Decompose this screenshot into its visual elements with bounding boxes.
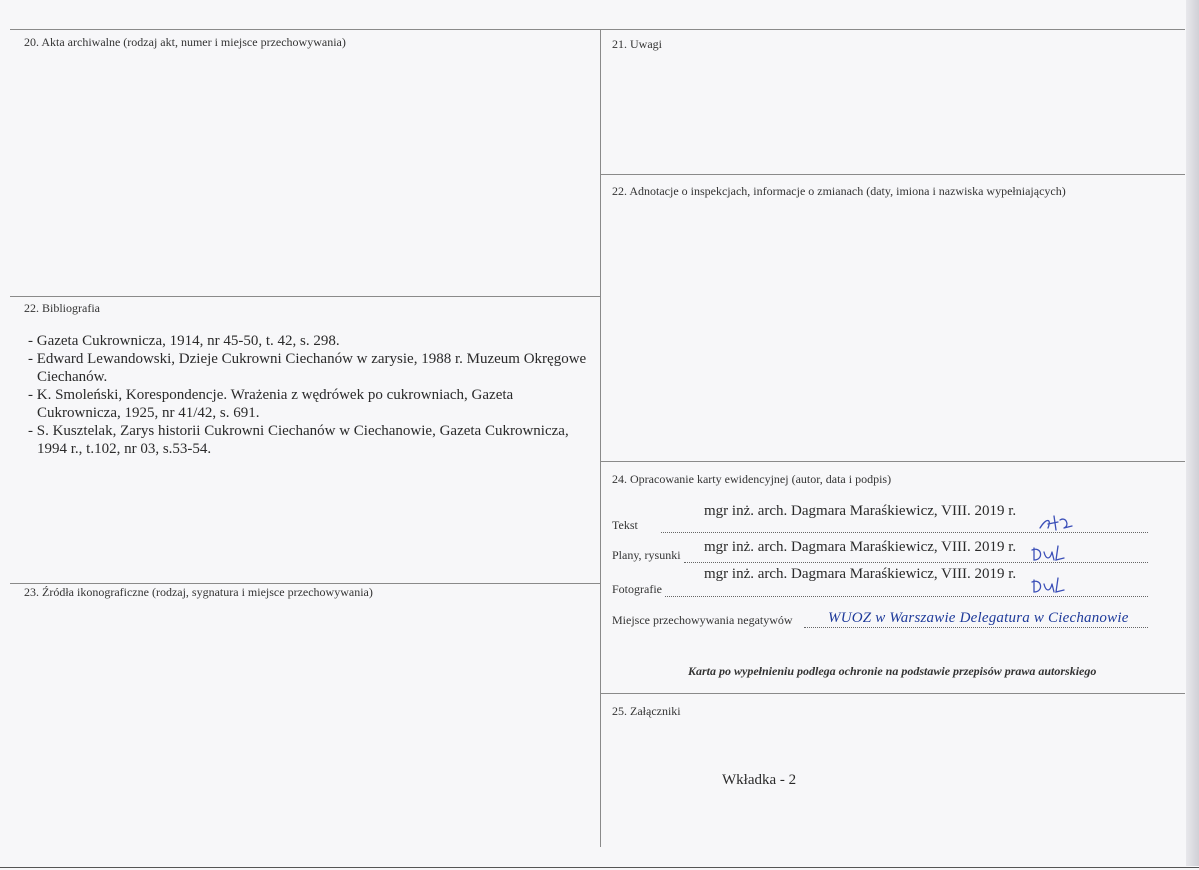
bibliography-item: - K. Smoleński, Korespondencje. Wrażenia z wędrówek po cukrowniach, Gazeta Cukrownicza, 1925, nr 41/42, s. 691. <box>28 387 514 421</box>
row-tekst-label: Tekst <box>612 518 638 532</box>
section-20-label: 20. Akta archiwalne (rodzaj akt, numer i miejsce przechowywania) <box>24 35 346 49</box>
divider-zalaczniki <box>600 693 1185 694</box>
signature-icon <box>1028 574 1068 596</box>
divider-zrodla <box>10 583 600 584</box>
section-24-label: 24. Opracowanie karty ewidencyjnej (autor, data i podpis) <box>612 472 892 486</box>
bibliography-list <box>28 332 588 458</box>
signature-icon <box>1036 512 1076 534</box>
dotted-line <box>665 586 1148 597</box>
negatives-value: WUOZ w Warszawie Delegatura w Ciechanowie <box>828 610 1129 626</box>
copyright-notice: Karta po wypełnieniu podlega ochronie na podstawie przepisów prawa autorskiego <box>688 664 1097 678</box>
section-21-label: 21. Uwagi <box>612 37 662 51</box>
bibliography-item: - S. Kusztelak, Zarys historii Cukrowni Ciechanów w Ciechanowie, Gazeta Cukrownicza, 1994 r., t.102, nr 03, s.53-54. <box>28 423 569 457</box>
dotted-line <box>684 552 1148 563</box>
center-divider <box>600 29 601 847</box>
author-plans-value: mgr inż. arch. Dagmara Maraśkiewicz, VIII. 2019 r. <box>704 539 1017 555</box>
row-plany-label: Plany, rysunki <box>612 548 681 562</box>
section-23-label: 23. Źródła ikonograficzne (rodzaj, sygnatura i miejsce przechowywania) <box>24 585 373 599</box>
insert-label: Wkładka - 2 <box>722 772 797 788</box>
section-25-label: 25. Załączniki <box>612 704 681 718</box>
divider-opracowanie <box>600 461 1185 462</box>
author-photos-value: mgr inż. arch. Dagmara Maraśkiewicz, VIII. 2019 r. <box>704 566 1017 582</box>
bibliography-item: - Gazeta Cukrownicza, 1914, nr 45-50, t. 42, s. 298. <box>28 333 340 349</box>
bibliography-item: - Edward Lewandowski, Dzieje Cukrowni Ciechanów w zarysie, 1988 r. Muzeum Okręgowe Ciechanów. <box>28 351 587 385</box>
author-text-value: mgr inż. arch. Dagmara Maraśkiewicz, VIII. 2019 r. <box>704 503 1017 519</box>
bottom-border <box>0 867 1199 868</box>
top-border <box>10 29 1185 30</box>
right-page-edge <box>1186 0 1199 866</box>
section-22-bibliografia-label: 22. Bibliografia <box>24 301 100 315</box>
section-22-adnotacje-label: 22. Adnotacje o inspekcjach, informacje o zmianach (daty, imiona i nazwiska wypełniających) <box>612 184 1066 198</box>
negatives-label: Miejsce przechowywania negatywów <box>612 613 793 627</box>
row-fotografie-label: Fotografie <box>612 582 662 596</box>
divider-adnotacje <box>600 174 1185 175</box>
signature-icon <box>1028 542 1068 564</box>
divider-bibliografia <box>10 296 600 297</box>
